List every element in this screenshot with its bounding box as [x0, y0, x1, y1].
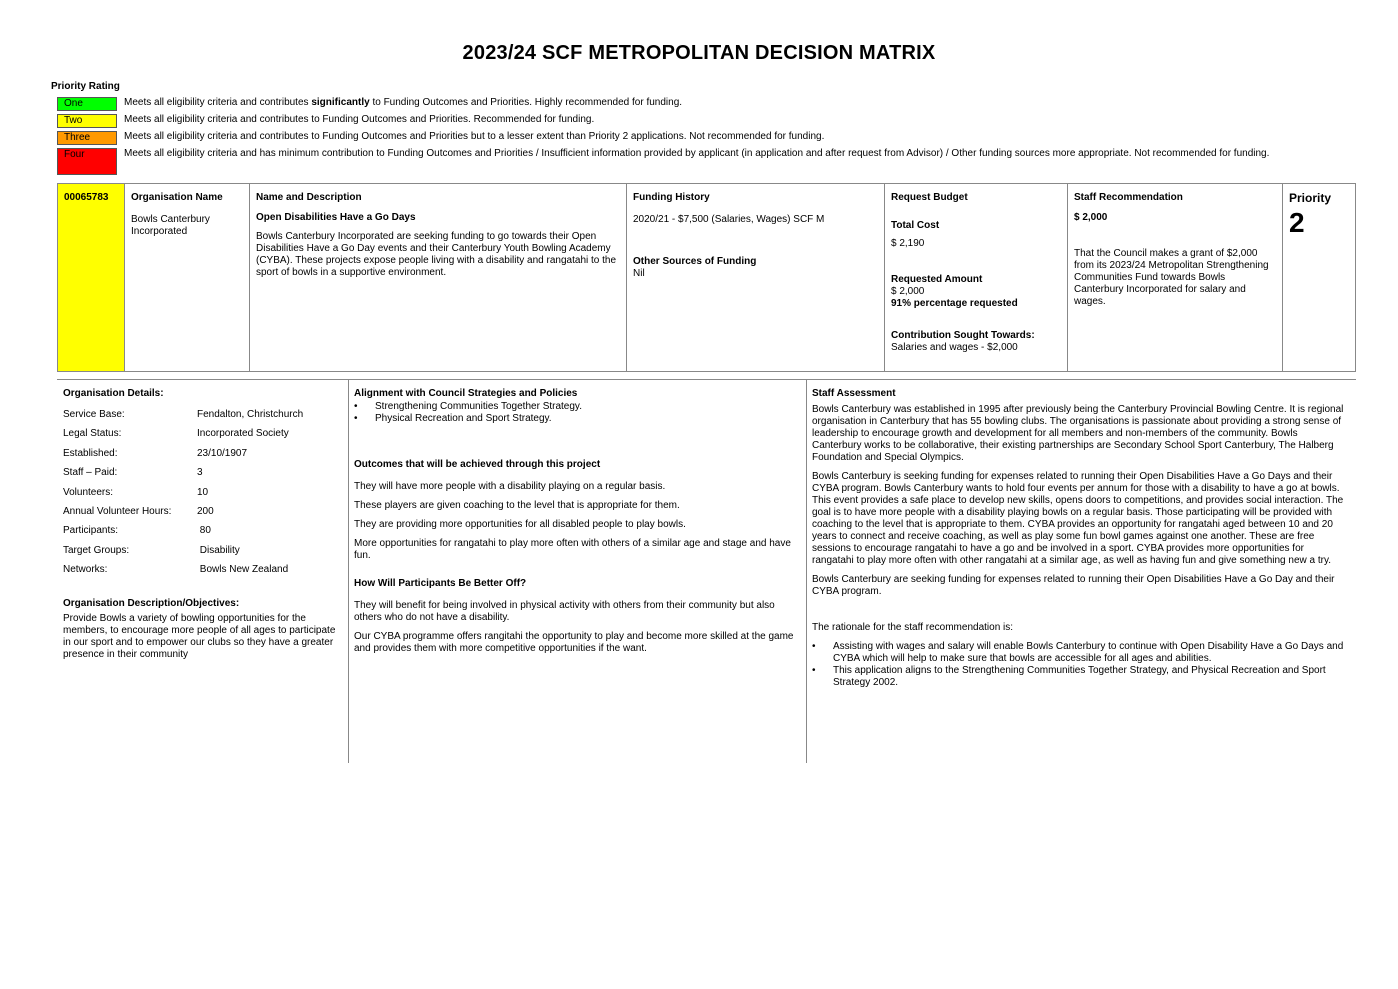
- priority-swatch-one: One: [57, 97, 117, 111]
- organisation-name-column: [125, 184, 250, 371]
- funding-history: 2020/21 - $7,500 (Salaries, Wages) SCF M: [633, 214, 825, 225]
- requested-amount-label: Requested Amount: [891, 274, 983, 285]
- outcome-item: More opportunities for rangatahi to play more often with others of a similar age and stage and have fun.: [354, 538, 791, 561]
- organisation-description: Provide Bowls a variety of bowling opportunities for the members, to encourage more people of all ages to participate in our sport and to empower our clubs so they have a greater presence in their community: [63, 612, 336, 660]
- name-description-heading: Name and Description: [256, 192, 362, 203]
- assessment-paragraph: Bowls Canterbury is seeking funding for expenses related to running their Open Disabilities Have a Go Days and their CYBA program. Bowls Canterbury wants to hold four events per annum for those with a disability to have a go at bowls. This event provides a safe place to develop new skills, opens doors to competitions, and provides social interaction. The goal is to have more people with a disability playing bowls on a regular basis. Those participating will be provided with coaching to the level that is appropriate to them. CYBA provides an opportunity for rangatahi aged between 10 and 20 years to connect and receive coaching, as well as play some fun bowl games against one another. These are free sessions to encourage rangatahi to have a go and be involved in a sport. CYBA provides more opportunities for rangatahi to play more often with other rangatahi at a similar age, as well as having fun and give something new a try.: [812, 471, 1344, 566]
- organisation-details-panel: [63, 388, 339, 661]
- contribution-label: Contribution Sought Towards:: [891, 330, 1035, 341]
- better-off-heading: How Will Participants Be Better Off?: [354, 578, 527, 589]
- staff-assessment-panel: [812, 388, 1346, 689]
- staff-recommendation-column: [1068, 184, 1283, 371]
- list-item: • Strengthening Communities Together Strategy.: [354, 401, 800, 413]
- alignment-panel: [354, 388, 800, 662]
- outcomes-heading: Outcomes that will be achieved through this project: [354, 459, 601, 470]
- outcome-item: They will have more people with a disability playing on a regular basis.: [354, 481, 666, 492]
- assessment-paragraph: Bowls Canterbury was established in 1995 after previously being the Canterbury Provincial Bowling Centre. It is regional organisation in Canterbury that has 55 bowling clubs. The organisations is passionate about providing a strong sense of leadership to encourage growth and development for all members and non-members of the community. Bowls Canterbury works to be collaborative, their existing partnerships are Secondary School Sport Canterbury, The Halberg Foundation and Special Olympics.: [812, 404, 1344, 463]
- rationale-list: [812, 641, 1346, 689]
- priority-level-one: [57, 97, 1317, 111]
- funding-history-heading: Funding History: [633, 192, 710, 203]
- application-id: 00065783: [58, 184, 125, 371]
- priority-description-four: Meets all eligibility criteria and has minimum contribution to Funding Outcomes and Priorities / Insufficient information provided by applicant (in application and after request from Advisor) / Other funding sources more appropriate. Not recommended for funding.: [124, 148, 1270, 159]
- priority-level-two: [57, 114, 1317, 128]
- priority-description-one: Meets all eligibility criteria and contributes significantly to Funding Outcomes and Priorities. Highly recommended for funding.: [124, 97, 683, 108]
- column-divider-1: [348, 379, 349, 763]
- organisation-details-heading: Organisation Details:: [63, 388, 164, 399]
- detail-row: Legal Status: Incorporated Society: [63, 428, 289, 440]
- page-title: 2023/24 SCF METROPOLITAN DECISION MATRIX: [462, 42, 936, 64]
- priority-level-three: [57, 131, 1317, 145]
- detail-row: Service Base: Fendalton, Christchurch: [63, 409, 304, 420]
- priority-legend: [57, 97, 1317, 178]
- organisation-name: Bowls Canterbury Incorporated: [131, 214, 210, 237]
- priority-swatch-three: Three: [57, 131, 117, 145]
- section-divider: [57, 379, 1356, 380]
- detail-row: Annual Volunteer Hours: 200: [63, 505, 214, 517]
- staff-recommendation-heading: Staff Recommendation: [1074, 192, 1183, 203]
- detail-row: Networks: Bowls New Zealand: [63, 564, 289, 576]
- other-sources: Nil: [633, 268, 645, 279]
- funding-history-column: [627, 184, 885, 371]
- list-item: • Assisting with wages and salary will enable Bowls Canterbury to continue with Open Disability Have a Go Days and CYBA which will help to make sure that bowls are accessible for all ages and abilities.: [812, 641, 1346, 665]
- project-description: Bowls Canterbury Incorporated are seeking funding to go towards their Open Disabilities Have a Go Day events and their Canterbury Youth Bowling Academy (CYBA). These projects expose people living with a disability and rangatahi to the sport of bowls in a supportive environment.: [256, 231, 617, 278]
- priority-description-two: Meets all eligibility criteria and contributes to Funding Outcomes and Priorities. Recommended for funding.: [124, 114, 595, 125]
- outcome-item: They are providing more opportunities for all disabled people to play bowls.: [354, 519, 686, 530]
- project-title: Open Disabilities Have a Go Days: [256, 212, 416, 223]
- staff-assessment-heading: Staff Assessment: [812, 388, 896, 399]
- organisation-description-heading: Organisation Description/Objectives:: [63, 597, 240, 609]
- alignment-heading: Alignment with Council Strategies and Policies: [354, 388, 578, 399]
- column-divider-2: [806, 379, 807, 763]
- detail-row: Staff – Paid: 3: [63, 467, 203, 479]
- priority-swatch-four: Four: [57, 148, 117, 175]
- contribution-value: Salaries and wages - $2,000: [891, 342, 1018, 353]
- priority-description-three: Meets all eligibility criteria and contributes to Funding Outcomes and Priorities but to a lesser extent than Priority 2 applications. Not recommended for funding.: [124, 131, 825, 142]
- list-item: • This application aligns to the Strengthening Communities Together Strategy, and Physical Recreation and Sport Strategy 2002.: [812, 665, 1346, 689]
- requested-amount: $ 2,000: [891, 286, 925, 297]
- priority-swatch-two: Two: [57, 114, 117, 128]
- other-sources-heading: Other Sources of Funding: [633, 256, 757, 267]
- alignment-list: [354, 401, 800, 425]
- organisation-name-heading: Organisation Name: [131, 192, 223, 203]
- better-off-item: Our CYBA programme offers rangitahi the opportunity to play and become more skilled at the game and provides them with more competitive opportunities if the want.: [354, 631, 794, 654]
- list-item: • Physical Recreation and Sport Strategy.: [354, 413, 800, 425]
- total-cost-label: Total Cost: [891, 220, 940, 231]
- detail-row: Participants: 80: [63, 525, 211, 537]
- name-description-column: [250, 184, 627, 371]
- request-budget-heading: Request Budget: [891, 192, 968, 203]
- detail-row: Volunteers: 10: [63, 486, 209, 498]
- detail-row: Established: 23/10/1907: [63, 447, 248, 459]
- staff-recommended-amount: $ 2,000: [1074, 212, 1108, 223]
- assessment-paragraph: Bowls Canterbury are seeking funding for expenses related to running their Open Disabilities Have a Go Day and their CYBA program.: [812, 574, 1335, 597]
- request-budget-column: [885, 184, 1068, 371]
- priority-rating-heading: Priority Rating: [51, 81, 120, 92]
- total-cost: $ 2,190: [891, 238, 925, 249]
- outcome-item: These players are given coaching to the level that is appropriate for them.: [354, 500, 680, 511]
- priority-heading: Priority: [1289, 191, 1332, 205]
- priority-value: 2: [1289, 207, 1305, 238]
- priority-level-four: [57, 148, 1317, 175]
- staff-recommendation-text: That the Council makes a grant of $2,000 from its 2023/24 Metropolitan Strengthening Communities Fund towards Bowls Canterbury Incorporated for salary and wages.: [1074, 248, 1269, 307]
- rationale-intro: The rationale for the staff recommendation is:: [812, 622, 1014, 633]
- better-off-item: They will benefit for being involved in physical activity with others from their community but also others who do not have a disability.: [354, 600, 775, 623]
- percentage-requested: 91% percentage requested: [891, 298, 1018, 309]
- detail-row: Target Groups: Disability: [63, 544, 240, 556]
- application-summary-table: [57, 183, 1356, 372]
- priority-column: [1283, 184, 1355, 371]
